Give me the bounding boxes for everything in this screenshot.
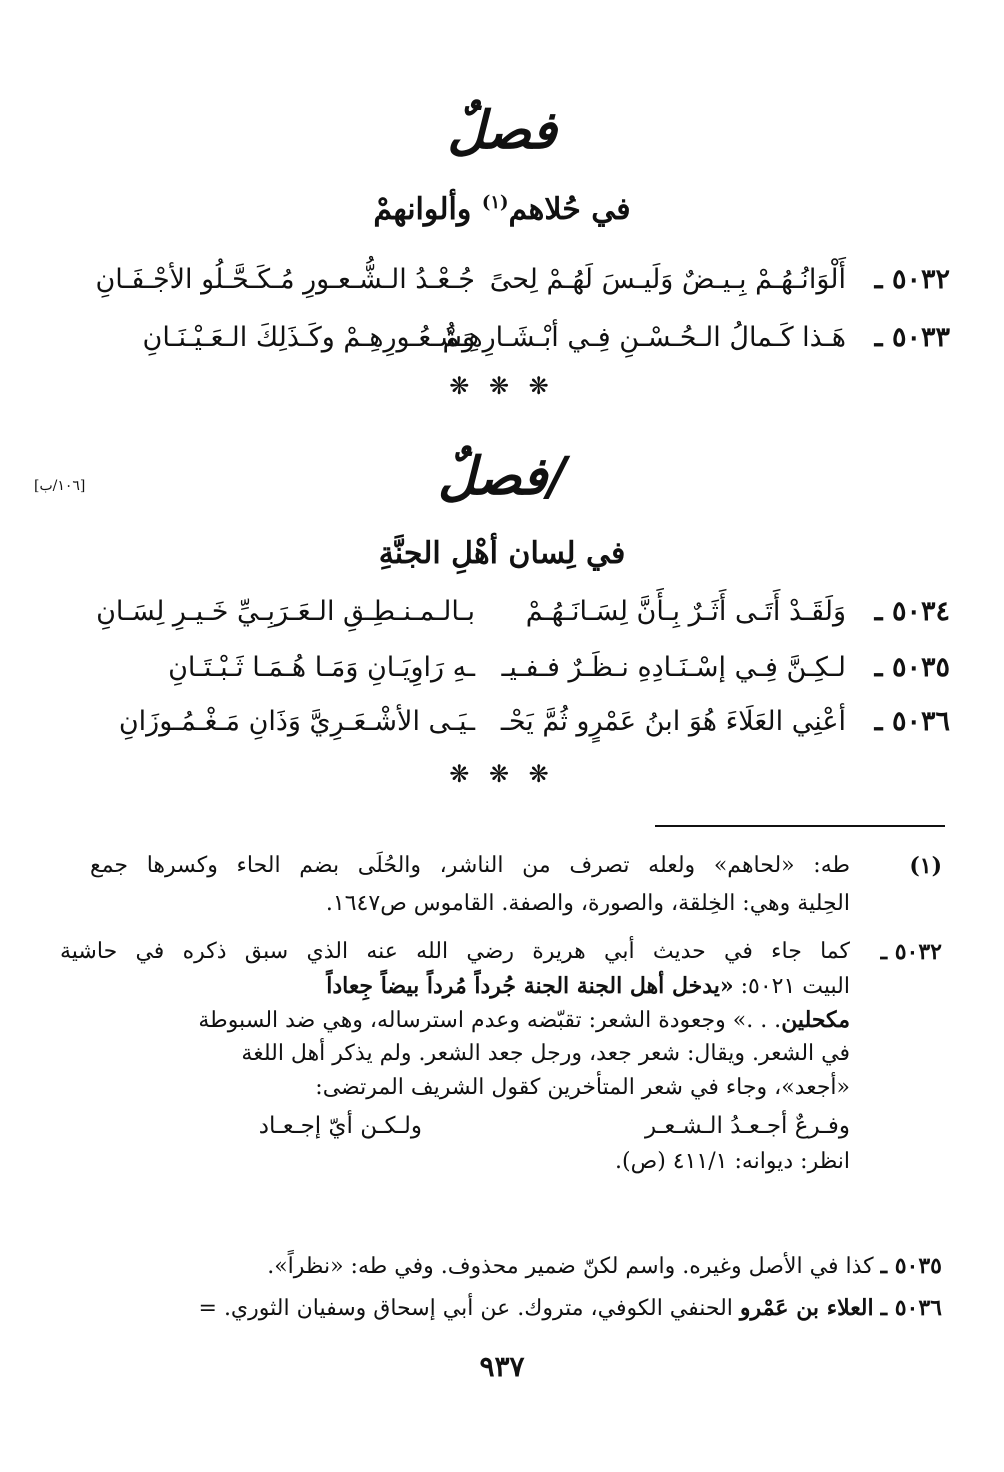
footnote-text-line: كما جاء في حديث أبي هريرة رضي الله عنه الذي سبق ذكره في حاشية bbox=[60, 939, 850, 964]
footnote-label: ٥٠٣٦ ـ bbox=[880, 1295, 942, 1321]
section-title-2: في لِسان أهْلِ الجنَّةِ bbox=[378, 536, 626, 571]
verse-5032 bbox=[80, 258, 950, 308]
verse-number: ٥٠٣٢ ـ bbox=[874, 264, 950, 295]
footnote-label: (١) bbox=[909, 853, 942, 879]
section-title-1 bbox=[202, 192, 802, 227]
footnote-text-line: الحِلية وهي: الخِلقة، والصورة، والصفة. القاموس ص١٦٤٧. bbox=[325, 891, 850, 916]
footnote-text-line: كذا في الأصل وغيره. واسم لكنّ ضمير محذوف. وفي طه: «نظراً». bbox=[267, 1254, 874, 1279]
footnote-label: ٥٠٣٢ ـ bbox=[880, 939, 942, 965]
section-title-1-rest: وألوانهمْ bbox=[373, 192, 472, 227]
verse-number: ٥٠٣٦ ـ bbox=[874, 706, 950, 737]
quoted-verse-second: ولـكـن أيّ إجـعـاد bbox=[258, 1113, 422, 1139]
verse-number: ٥٠٣٤ ـ bbox=[874, 596, 950, 627]
footnote-label: ٥٠٣٥ ـ bbox=[880, 1253, 942, 1279]
footnote-source: انظر: ديوانه: ٤١١/١ (ص). bbox=[615, 1149, 850, 1174]
verse-number: ٥٠٣٥ ـ bbox=[874, 652, 950, 683]
footnote-text-line: . . .» وجعودة الشعر: تقبّضه وعدم استرساله، وهي ضد السبوطة bbox=[198, 1008, 782, 1033]
verse-second-hemistich: ـيَـى الأشْـعَـرِيَّ وَذَانِ مَـغْـمُـوزَانِ bbox=[118, 706, 475, 737]
verse-second-hemistich: ـهِ رَاوِيَـانِ وَمَـا هُـمَـا ثَـبْـتَـانِ bbox=[168, 652, 475, 683]
verse-number: ٥٠٣٣ ـ bbox=[874, 322, 950, 353]
footnote-ref-1[interactable]: (١) bbox=[481, 192, 509, 213]
footnote-1 bbox=[62, 850, 942, 920]
footnote-text-line: في الشعر. ويقال: شعر جعد، ورجل جعد الشعر. ولم يذكر أهل اللغة bbox=[241, 1041, 850, 1066]
verse-5033 bbox=[80, 316, 950, 366]
verse-first-hemistich: وَلَقَـدْ أَتَـى أَثَـرٌ بِـأَنَّ لِسَـانَـهُـمْ bbox=[525, 596, 846, 627]
footnote-text-line: «أجعد»، وجاء في شعر المتأخرين كقول الشريف المرتضى: bbox=[315, 1075, 850, 1100]
verse-5034 bbox=[80, 590, 950, 640]
verse-first-hemistich: لـكِـنَّ فِـي إسْـنَـادِهِ نـظَـرٌ فـفـيـ bbox=[501, 652, 846, 683]
verse-second-hemistich: بـالـمـنـطِـقِ الـعَـرَبِـيِّ خَـيـرِ لِسَـانِ bbox=[96, 596, 475, 627]
section-separator-stars: ❋ ❋ ❋ bbox=[449, 372, 555, 400]
section-heading-1: فصلٌ bbox=[447, 100, 557, 161]
verse-5036 bbox=[80, 700, 950, 750]
footnote-text-line: البيت ٥٠٢١: bbox=[733, 974, 850, 999]
manuscript-folio-marker: [١٠٦/ب] bbox=[34, 478, 86, 494]
quoted-verse-first: وفـرعٌ أجـعـدُ الـشـعـر bbox=[644, 1113, 850, 1139]
verse-first-hemistich: هَـذا كَـمالُ الـحُـسْـنِ فِـي أبْـشَـارِهِـمْ bbox=[442, 322, 846, 353]
verse-5035 bbox=[80, 646, 950, 696]
verse-first-hemistich: أعْنِي العَلَاءَ هُوَ ابنُ عَمْرٍو ثُمَّ يَحْـ bbox=[500, 706, 846, 737]
verse-first-hemistich: أَلْوَانُـهُـمْ بِـيـضٌ وَلَيـسَ لَهُـمْ لِحىً bbox=[489, 264, 846, 295]
footnote-5036 bbox=[62, 1292, 942, 1326]
footnote-divider bbox=[655, 825, 945, 827]
verse-second-hemistich: جُـعْـدُ الـشُّـعـورِ مُـكَـحَّـلُو الأجْـفَـانِ bbox=[95, 264, 475, 295]
footnote-text-line: الحنفي الكوفي، متروك. عن أبي إسحاق وسفيان الثوري. = bbox=[198, 1296, 740, 1321]
narrator-name: العلاء بن عَمْرو bbox=[739, 1295, 874, 1321]
section-title-1-text: في حُلاهم bbox=[508, 192, 631, 227]
section-separator-stars: ❋ ❋ ❋ bbox=[449, 760, 555, 788]
page-number: ٩٣٧ bbox=[479, 1350, 525, 1383]
section-heading-2: /فصلٌ bbox=[437, 446, 567, 507]
hadith-quote-end: مكحلين bbox=[781, 1007, 850, 1033]
hadith-quote: «يدخل أهل الجنة الجنة جُرداً مُرداً بيضاً جِعاداً bbox=[326, 973, 734, 999]
verse-second-hemistich: وَشُـعُـورِهِـمْ وكَـذَلِكَ الـعَـيْـنَـانِ bbox=[142, 322, 475, 353]
footnote-5032 bbox=[62, 936, 942, 1180]
footnote-text-line: طه: «لحاهم» ولعله تصرف من الناشر، والحُلَى بضم الحاء وكسرها جمع bbox=[90, 853, 850, 878]
footnote-5035 bbox=[62, 1250, 942, 1284]
